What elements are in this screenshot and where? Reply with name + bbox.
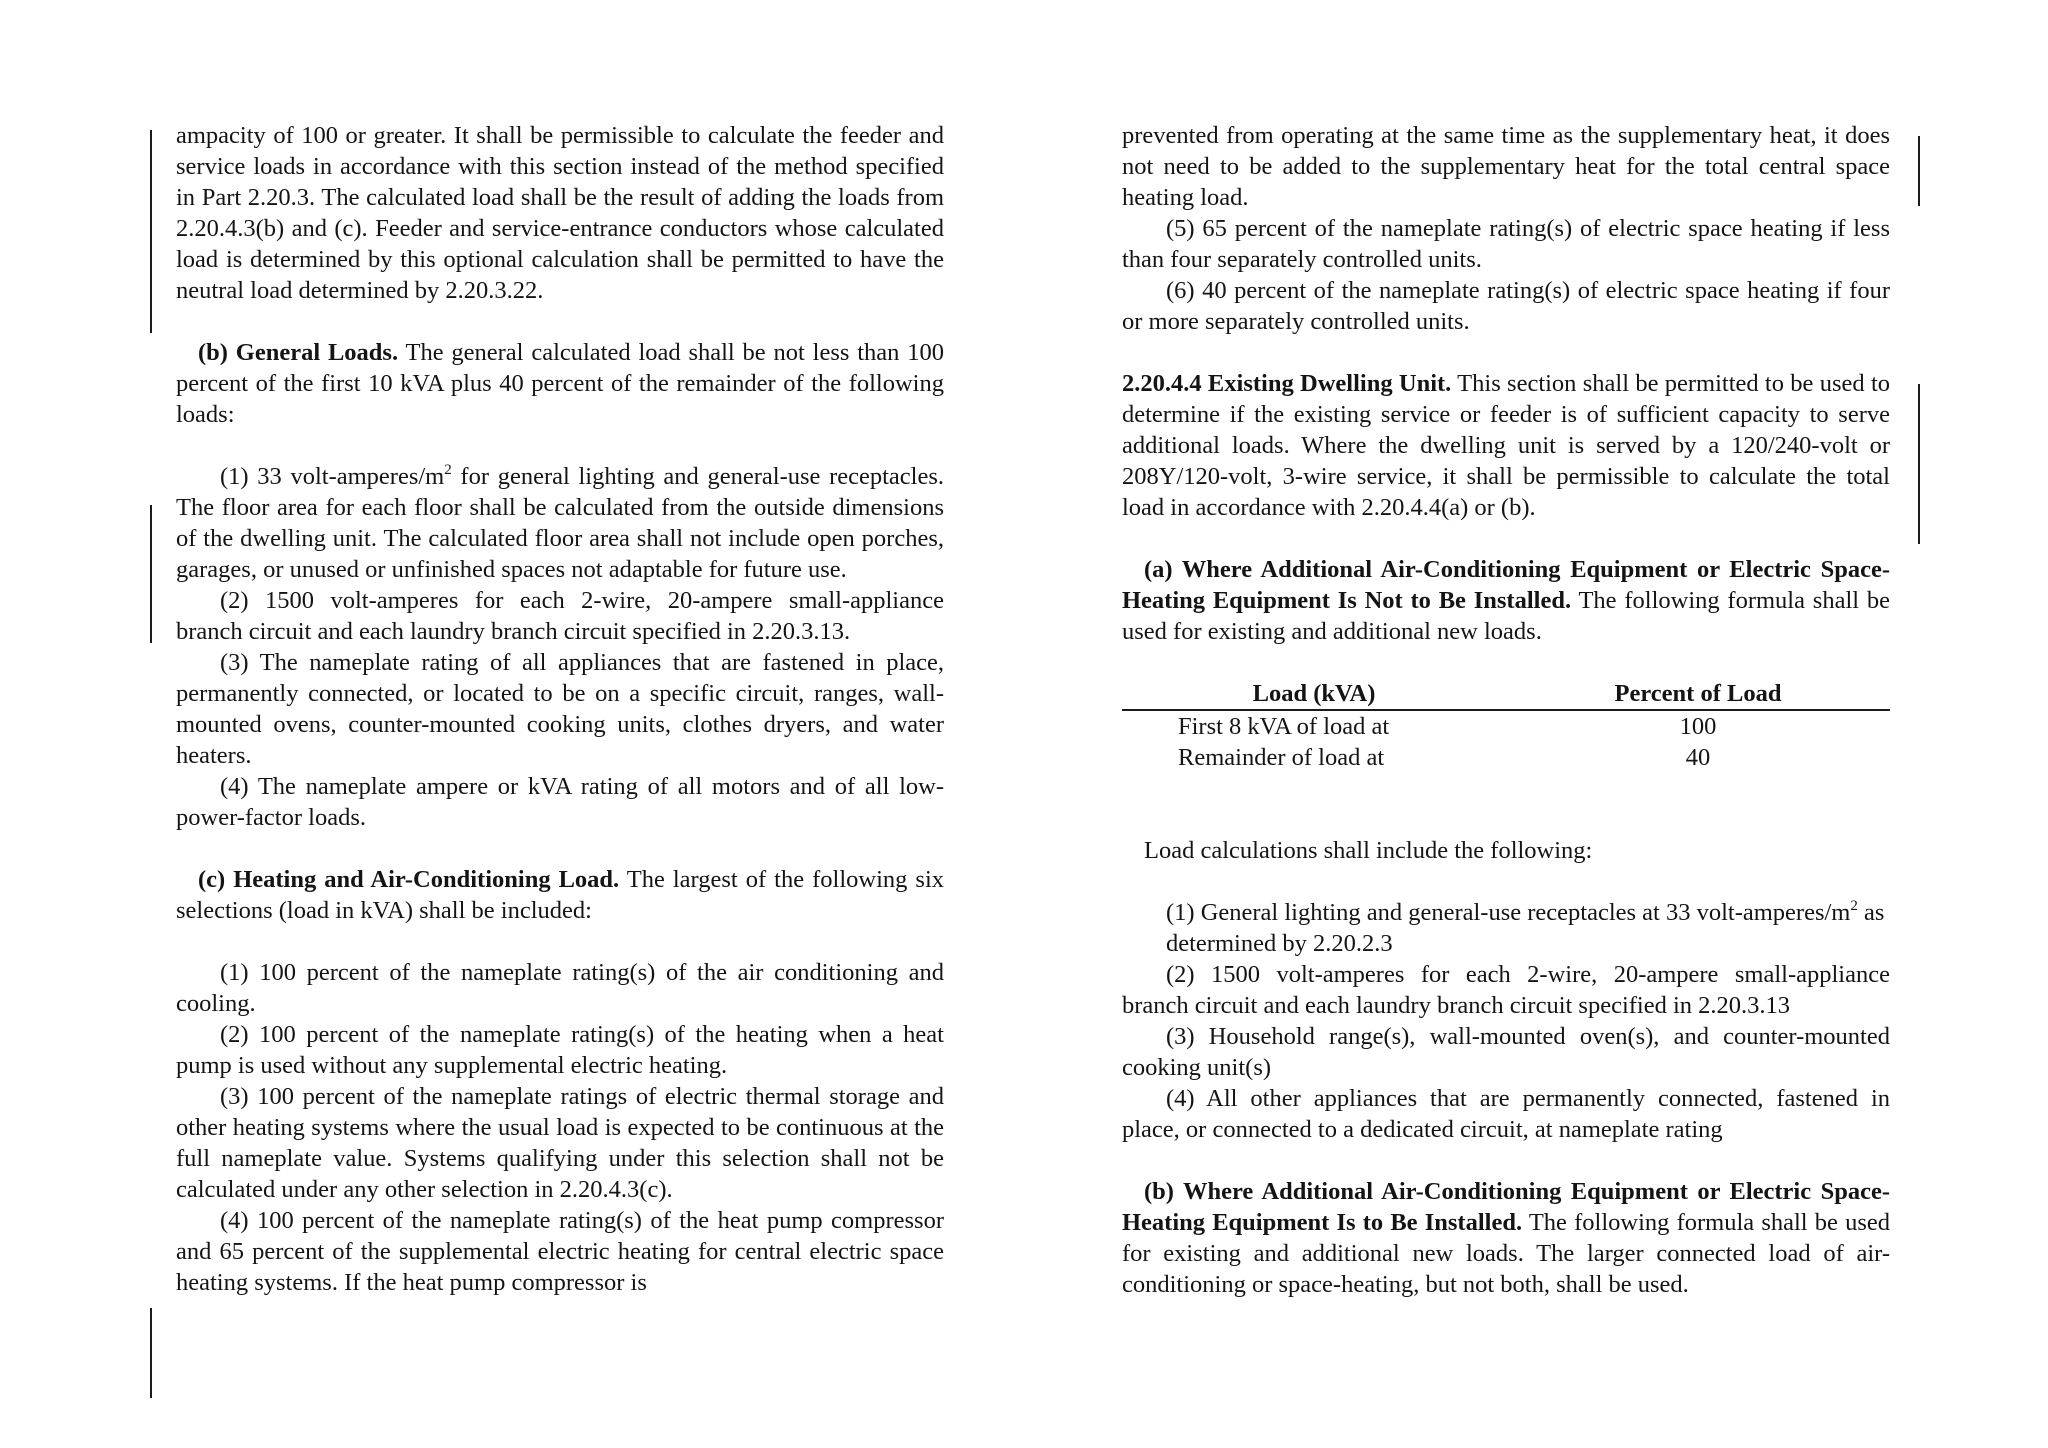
- load-calc-intro: Load calculations shall include the following:: [1144, 837, 1593, 864]
- heating-ac-text: The largest of the following six selections (load in kVA) shall be included:: [176, 866, 945, 924]
- additional-installed-heading: (b) Where Additional Air-Conditioning Equipment or Electric Space-Heating Equipment Is to Be Installed.: [1122, 1178, 1890, 1236]
- table-cell-percent: 100: [1679, 713, 1717, 740]
- no-additional-heading: (a) Where Additional Air-Conditioning Equipment or Electric Space-Heating Equipment Is Not to Be Installed.: [1122, 556, 1890, 614]
- heating-ac-item-3: (3) 100 percent of the nameplate ratings of electric thermal storage and other heating systems where the usual load is expected to be continuous at the full nameplate value. Systems qualifying under this selection shall not be calculated under any other selection in 2.20.4.3(c).: [176, 1083, 944, 1203]
- general-loads-paragraph: [176, 337, 944, 430]
- load-calc-item-3: (3) Household range(s), wall-mounted oven(s), and counter-mounted cooking unit(s): [1122, 1023, 1890, 1081]
- heating-ac-item-2: (2) 100 percent of the nameplate rating(s) of the heating when a heat pump is used without any supplemental electric heating.: [176, 1021, 944, 1079]
- paragraph-continuation: ampacity of 100 or greater. It shall be permissible to calculate the feeder and service loads in accordance with this section instead of the method specified in Part 2.20.3. The calculated load shall be the result of adding the loads from 2.20.4.3(b) and (c). Feeder and service-entrance conductors whose calculated load is determined by this optional calculation shall be permitted to have the neutral load determined by 2.20.3.22.: [176, 122, 944, 304]
- table-row: [1122, 742, 1890, 773]
- left-column: [176, 120, 944, 1298]
- existing-dwelling-text: This section shall be permitted to be used to determine if the existing service or feeder is of sufficient capacity to serve additional loads. Where the dwelling unit is served by a 120/240-volt or 208Y/120-volt, 3-wire service, it shall be permissible to calculate the total load in accordance with 2.20.4.4(a) or (b).: [1122, 370, 1891, 521]
- general-loads-item-3: (3) The nameplate rating of all appliances that are fastened in place, permanently connected, or located to be on a specific circuit, ranges, wall-mounted ovens, counter-mounted cooking units, clothes dryers, and water heaters.: [176, 649, 944, 769]
- paragraph-continuation: prevented from operating at the same time as the supplementary heat, it does not need to be added to the supplementary heat for the total central space heating load.: [1122, 122, 1890, 211]
- load-calc-item-2: (2) 1500 volt-amperes for each 2-wire, 20-ampere small-appliance branch circuit and each laundry branch circuit specified in 2.20.3.13: [1122, 961, 1890, 1019]
- no-additional-paragraph: [1122, 554, 1890, 647]
- table-header-load: Load (kVA): [1122, 678, 1506, 710]
- table-row: [1122, 710, 1890, 742]
- heating-ac-item-4: (4) 100 percent of the nameplate rating(s) of the heat pump compressor and 65 percent of the supplemental electric heating for central electric space heating systems. If the heat pump compressor is: [176, 1207, 944, 1296]
- table-cell-load: Remainder of load at: [1178, 744, 1385, 771]
- additional-installed-text: The following formula shall be used for existing and additional new loads. The larger connected load of air-conditioning or space-heating, but not both, shall be used.: [1122, 1209, 1890, 1298]
- table-header-percent: Percent of Load: [1506, 678, 1890, 710]
- load-table: [1122, 678, 1890, 773]
- general-loads-text: The general calculated load shall be not less than 100 percent of the first 10 kVA plus 40 percent of the remainder of the following loads:: [176, 339, 944, 428]
- general-loads-item-2: (2) 1500 volt-amperes for each 2-wire, 20-ampere small-appliance branch circuit and each laundry branch circuit specified in 2.20.3.13.: [176, 587, 944, 645]
- general-loads-item-4: (4) The nameplate ampere or kVA rating of all motors and of all low-power-factor loads.: [176, 773, 944, 831]
- revision-bar: [1918, 384, 1920, 544]
- load-calc-item-1: (1) General lighting and general-use receptacles at 33 volt-$amperes/m^2$ as determined by 2.20.2.3: [1166, 897, 1885, 957]
- right-column: [1122, 120, 1890, 1300]
- general-loads-item-1: (1) 33 volt-$amperes/m^2$ for general lighting and general-use receptacles. The floor area for each floor shall be calculated from the outside dimensions of the dwelling unit. The calculated floor area shall not include open porches, garages, or unused or unfinished spaces not adaptable for future use.: [176, 461, 945, 583]
- heating-ac-heading: (c) Heating and Air-Conditioning Load.: [198, 866, 620, 893]
- table-cell-percent: 40: [1685, 744, 1711, 771]
- heating-ac-item-1: (1) 100 percent of the nameplate rating(s) of the air conditioning and cooling.: [176, 959, 944, 1017]
- table-cell-load: First 8 kVA of load at: [1178, 713, 1390, 740]
- heating-ac-item-6: (6) 40 percent of the nameplate rating(s) of electric space heating if four or more separately controlled units.: [1122, 277, 1890, 335]
- heating-ac-item-5: (5) 65 percent of the nameplate rating(s) of electric space heating if less than four separately controlled units.: [1122, 215, 1890, 273]
- revision-bar: [150, 130, 152, 333]
- revision-bar: [1918, 136, 1920, 206]
- general-loads-heading: (b) General Loads.: [198, 339, 399, 366]
- revision-bar: [150, 1308, 152, 1398]
- existing-dwelling-paragraph: [1122, 368, 1890, 523]
- additional-installed-paragraph: [1122, 1176, 1890, 1300]
- revision-bar: [150, 505, 152, 643]
- load-calc-item-4: (4) All other appliances that are permanently connected, fastened in place, or connected to a dedicated circuit, at nameplate rating: [1122, 1085, 1890, 1143]
- heating-ac-paragraph: [176, 864, 944, 926]
- no-additional-text: The following formula shall be used for existing and additional new loads.: [1122, 587, 1890, 645]
- table-header-row: [1122, 678, 1890, 710]
- section-heading: 2.20.4.4 Existing Dwelling Unit.: [1122, 370, 1452, 397]
